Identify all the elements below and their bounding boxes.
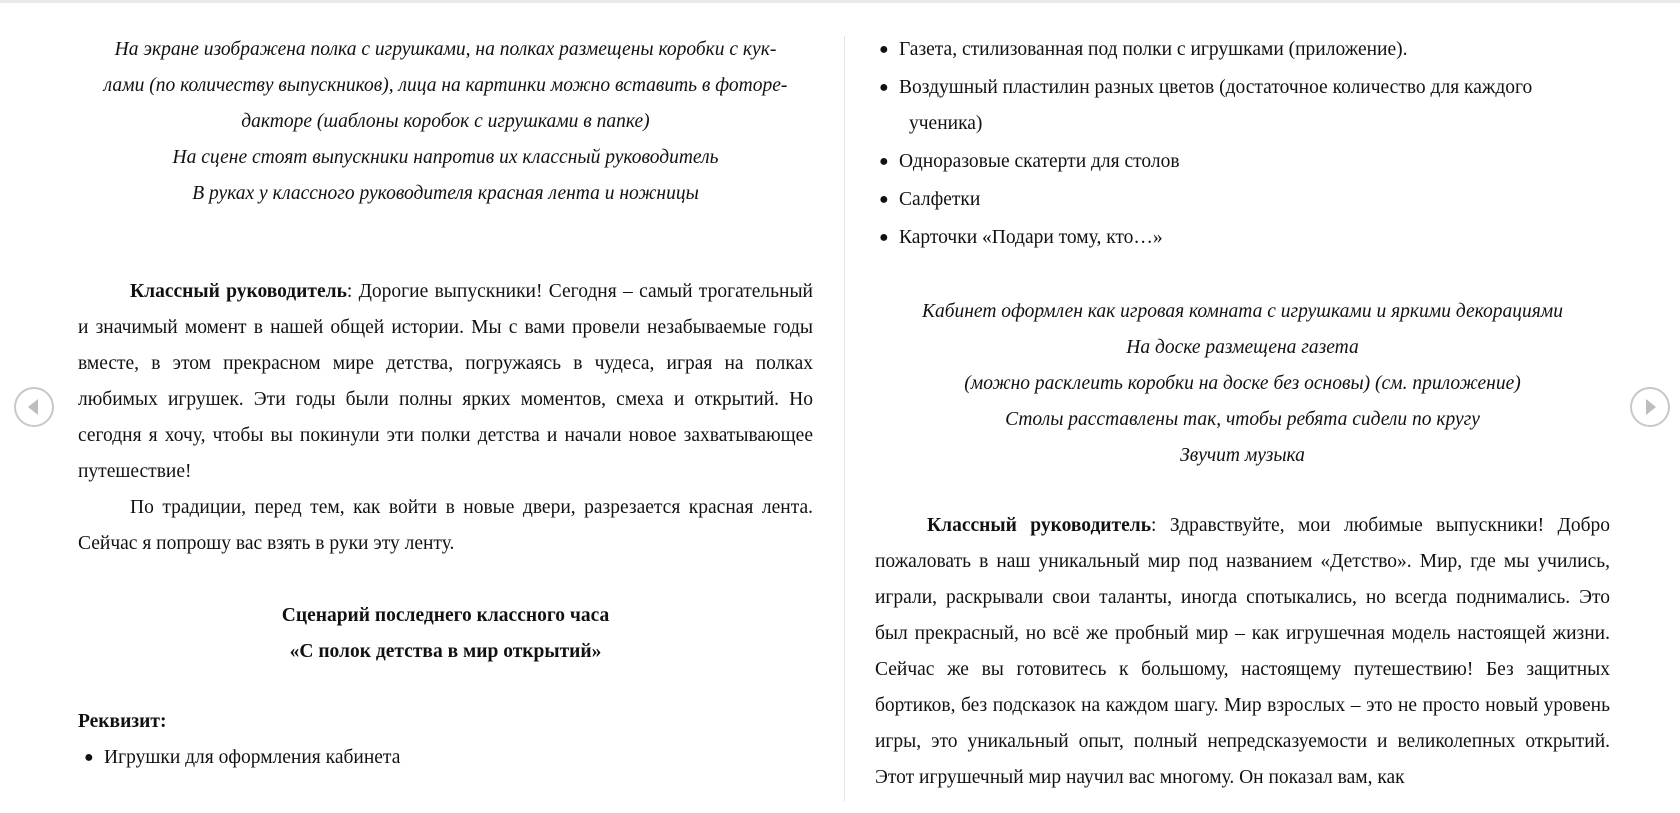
- next-page-button[interactable]: [1630, 387, 1670, 427]
- spacer: [875, 474, 1610, 508]
- setting-line: Кабинет оформлен как игровая комната с игрушками и яркими декорациями: [922, 301, 1563, 322]
- setting-line: Столы расставлены так, чтобы ребята сидели по кругу: [1005, 409, 1480, 430]
- teacher-speech-1: [78, 274, 813, 490]
- left-page: [78, 32, 813, 813]
- speaker-name: Классный руководитель: [927, 515, 1152, 536]
- list-item: ● Газета, стилизованная под полки с игрушками (приложение).: [873, 32, 1610, 68]
- scenario-title: Сценарий последнего классного часа: [281, 605, 610, 626]
- viewer-top-edge: [0, 0, 1680, 3]
- chevron-left-icon: [16, 389, 52, 425]
- intro-line: лами (по количеству выпускников), лица на картинки можно вставить в фоторе-: [103, 75, 788, 96]
- speaker-name: Классный руководитель: [130, 281, 347, 302]
- list-item: ● Карточки «Подари тому, кто…»: [873, 220, 1610, 256]
- props-list-continued: [873, 32, 1610, 256]
- list-item-continuation: ученика): [909, 113, 983, 134]
- scenario-subtitle: «С полок детства в мир открытий»: [289, 641, 602, 662]
- intro-line: На сцене стоят выпускники напротив их классный руководитель: [172, 147, 719, 168]
- bullet-icon: ●: [879, 79, 889, 96]
- speech-text: : Дорогие выпускники! Сегодня – самый трогательный и значимый момент в нашей общей истории. Мы с вами провели незабываемые годы вместе, в этом прекрасном мире детства, погружаясь в чудеса, играя на полках любимых игрушек. Эти годы были полны ярких моментов, смеха и открытий. Но сегодня я хочу, чтобы вы покинули эти полки детства и начали новое захватывающее путешествие!: [78, 281, 813, 482]
- setting-line: (можно расклеить коробки на доске без основы) (см. приложение): [964, 373, 1521, 394]
- intro-line: дакторе (шаблоны коробок с игрушками в папке): [241, 111, 650, 132]
- list-item: ● Воздушный пластилин разных цветов (достаточное количество для каждого: [873, 70, 1610, 106]
- props-list: [78, 740, 813, 776]
- props-heading: Реквизит:: [78, 711, 167, 732]
- bullet-icon: ●: [879, 153, 889, 170]
- spacer: [875, 258, 1610, 294]
- page-divider: [844, 36, 845, 801]
- spacer: [78, 562, 813, 598]
- list-item: ● Одноразовые скатерти для столов: [873, 144, 1610, 180]
- list-item: ● Салфетки: [873, 182, 1610, 218]
- teacher-speech-2: [875, 508, 1610, 796]
- intro-line: На экране изображена полка с игрушками, на полках размещены коробки с кук-: [114, 39, 777, 60]
- bullet-icon: ●: [84, 749, 94, 766]
- previous-page-button[interactable]: [14, 387, 54, 427]
- ribbon-paragraph: По традиции, перед тем, как войти в новые двери, разрезается красная лента. Сейчас я попрошу вас взять в руки эту ленту.: [78, 497, 813, 554]
- intro-line: В руках у классного руководителя красная лента и ножницы: [192, 183, 699, 204]
- chevron-right-icon: [1632, 389, 1668, 425]
- setting-line: На доске размещена газета: [1126, 337, 1359, 358]
- bullet-icon: ●: [879, 41, 889, 58]
- bullet-icon: ●: [879, 191, 889, 208]
- spacer: [78, 212, 813, 274]
- list-item: ● Игрушки для оформления кабинета: [78, 740, 813, 776]
- bullet-icon: ●: [879, 229, 889, 246]
- spacer: [78, 670, 813, 704]
- right-page: [875, 32, 1610, 813]
- speech-text: : Здравствуйте, мои любимые выпускники! Добро пожаловать в наш уникальный мир под названием «Детство». Мир, где мы учились, играли, раскрывали свои таланты, иногда спотыкались, но всегда поднимались. Это был прекрасный, но всё же пробный мир – как игрушечная модель настоящей жизни. Сейчас же вы готовитесь к большому, настоящему путешествию! Без защитных бортиков, без подсказок на каждом шагу. Мир взрослых – это не просто новый уровень игры, это уникальный опыт, полный непредсказуемости и великолепных открытий. Этот игрушечный мир научил вас многому. Он показал вам, как: [875, 515, 1610, 788]
- setting-line: Звучит музыка: [1180, 445, 1305, 466]
